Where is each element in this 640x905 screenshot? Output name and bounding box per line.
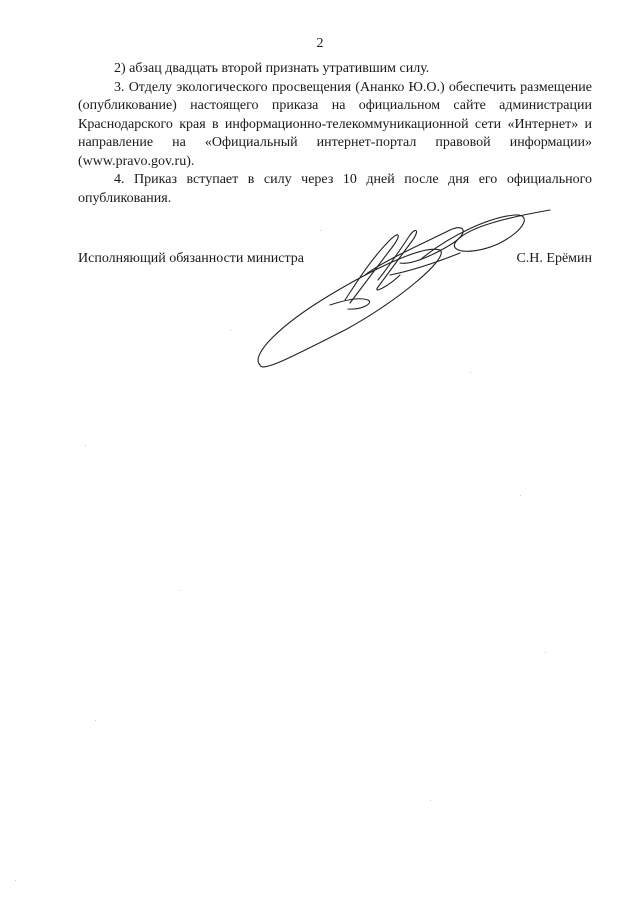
scan-speck bbox=[230, 330, 231, 331]
scan-speck bbox=[545, 652, 546, 653]
scan-speck bbox=[85, 445, 86, 446]
handwritten-signature bbox=[250, 205, 555, 375]
scan-speck bbox=[180, 590, 181, 591]
paragraph-item-3: 3. Отделу экологического просвещения (Ананко Ю.О.) обеспечить размещение (опубликование) настоящего приказа на официальном сайте администрации Краснодарского края в информационно-телекоммуникационной сети «Интернет» и направление на «Официальный интернет-портал правовой информации» (www.pravo.gov.ru). bbox=[78, 79, 592, 169]
scan-speck bbox=[520, 495, 521, 496]
paragraph-item-2: 2) абзац двадцать второй признать утратившим силу. bbox=[114, 61, 430, 76]
signature-stroke-initial-1 bbox=[345, 235, 398, 303]
scan-speck bbox=[430, 800, 431, 801]
signature-stroke-loop bbox=[258, 249, 441, 367]
scan-speck bbox=[320, 230, 321, 231]
document-body bbox=[78, 60, 592, 208]
scan-speck bbox=[15, 880, 16, 881]
scan-speck bbox=[470, 372, 471, 373]
page-number: 2 bbox=[316, 36, 324, 51]
signer-name: С.Н. Ерёмин bbox=[516, 251, 592, 266]
scan-speck bbox=[95, 720, 96, 721]
signer-title: Исполняющий обязанности министра bbox=[78, 251, 304, 266]
signature-stroke-inner bbox=[330, 299, 370, 309]
paragraph-item-4: 4. Приказ вступает в силу через 10 дней после дня его официального опубликования. bbox=[78, 172, 592, 206]
